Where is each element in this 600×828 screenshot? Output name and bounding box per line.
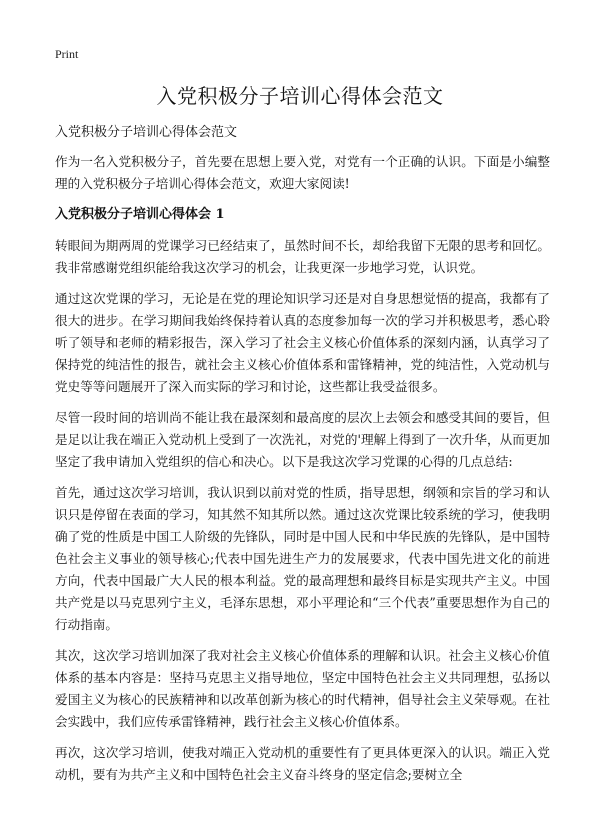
body-paragraph-4: 首先，通过这次学习培训，我认识到以前对党的性质，指导思想，纲领和宗旨的学习和认识只是停留在表面的学习，知其然不知其所以然。通过这次党课比较系统的学习，使我明确了党的性质是中国工人阶级的先锋队，同时是中国人民和中华民族的先锋队，是中国特色社会主义事业的领导核心;代表中国先进生产力的发展要求，代表中国先进文化的前进方向，代表中国最广大人民的根本利益。党的最高理想和最终目标是实现共产主义。中国共产党是以马克思列宁主义，毛泽东思想，邓小平理论和“三个代表”重要思想作为自己的行动指南。 xyxy=(55,485,550,632)
print-link[interactable]: Print xyxy=(55,47,79,61)
document-title: 入党积极分子培训心得体会范文 xyxy=(156,84,444,108)
document-subtitle: 入党积极分子培训心得体会范文 xyxy=(55,125,238,140)
body-paragraph-1: 转眼间为期两周的党课学习已经结束了，虽然时间不长，却给我留下无限的思考和回忆。我非常感谢党组织能给我这次学习的机会，让我更深一步地学习党，认识党。 xyxy=(55,238,550,275)
section-heading: 入党积极分子培训心得体会 1 xyxy=(55,207,225,222)
document-body xyxy=(55,151,550,795)
body-paragraph-5: 其次，这次学习培训加深了我对社会主义核心价值体系的理解和认识。社会主义核心价值体系的基本内容是：坚持马克思主义指导地位，坚定中国特色社会主义共同理想，弘扬以爱国主义为核心的民族精神和以改革创新为核心的时代精神，倡导社会主义荣辱观。在社会实践中，我们应传承雷锋精神，践行社会主义核心价值体系。 xyxy=(55,648,550,729)
intro-paragraph: 作为一名入党积极分子，首先要在思想上要入党，对党有一个正确的认识。下面是小编整理的入党积极分子培训心得体会范文，欢迎大家阅读! xyxy=(55,154,550,191)
body-paragraph-2: 通过这次党课的学习，无论是在党的理论知识学习还是对自身思想觉悟的提高，我都有了很大的进步。在学习期间我始终保持着认真的态度参加每一次的学习并积极思考，悉心聆听了领导和老师的精彩报告，深入学习了社会主义核心价值体系的深刻内涵，认真学习了保持党的纯洁性的报告，就社会主义核心价值体系和雷锋精神，党的纯洁性，入党动机与党史等等问题展开了深入而实际的学习和讨论，这些都让我受益很多。 xyxy=(55,291,550,394)
body-paragraph-3: 尽管一段时间的培训尚不能让我在最深刻和最高度的层次上去领会和感受其间的要旨，但是足以让我在端正入党动机上受到了一次洗礼，对党的'理解上得到了一次升华，从而更加坚定了我申请加入党组织的信心和决心。以下是我这次学习党课的心得的几点总结: xyxy=(55,410,550,469)
body-paragraph-6: 再次，这次学习培训，使我对端正入党动机的重要性有了更具体更深入的认识。端正入党动机，要有为共产主义和中国特色社会主义奋斗终身的坚定信念;要树立全 xyxy=(55,745,550,782)
